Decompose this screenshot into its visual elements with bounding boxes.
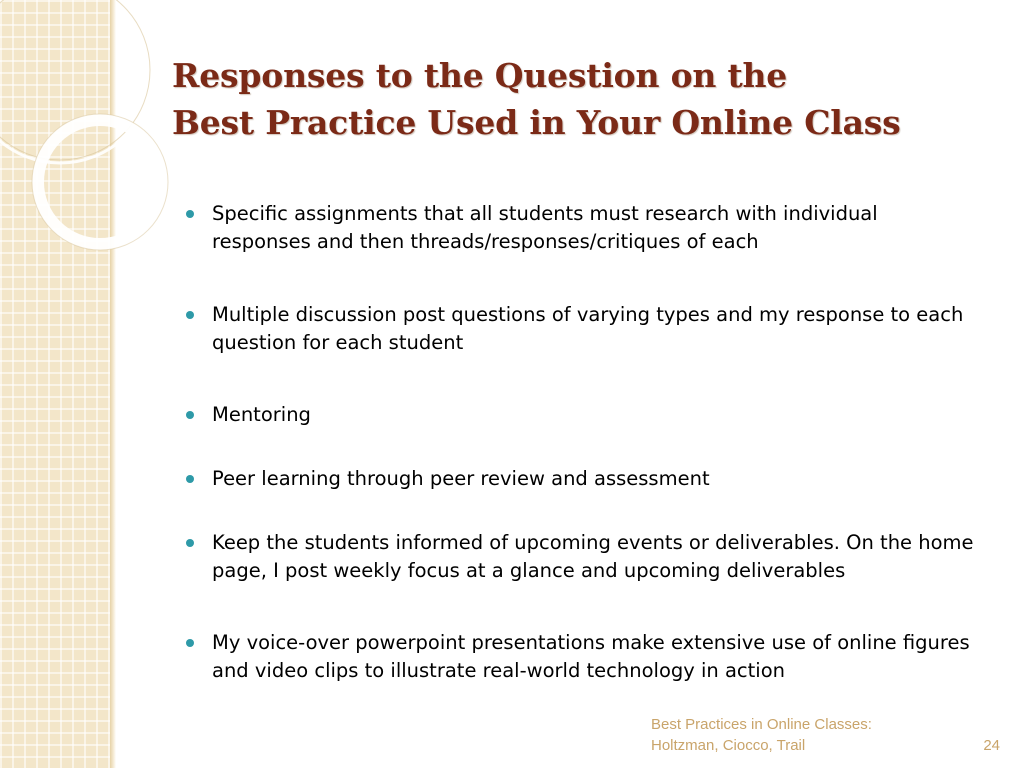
bullet-item (186, 629, 976, 685)
bullet-dot-icon (186, 311, 194, 319)
bullet-text: My voice-over powerpoint presentations make extensive use of online figures and video clips to illustrate real-world technology in action (212, 631, 970, 682)
bullet-item (186, 301, 976, 357)
page-number: 24 (983, 737, 1000, 754)
bullet-text: Keep the students informed of upcoming events or deliverables. On the home page, I post weekly focus at a glance and upcoming deliverables (212, 531, 974, 582)
title-line-1: Responses to the Question on the (172, 56, 788, 95)
bullet-text: Mentoring (212, 403, 311, 426)
footer-text (651, 714, 911, 756)
bullet-item (186, 465, 976, 493)
bullet-dot-icon (186, 639, 194, 647)
footer-line-1: Best Practices in Online Classes: (651, 716, 872, 733)
bullet-dot-icon (186, 411, 194, 419)
bullet-text: Multiple discussion post questions of varying types and my response to each question for each student (212, 303, 964, 354)
bullet-dot-icon (186, 210, 194, 218)
title-line-2: Best Practice Used in Your Online Class (172, 103, 901, 142)
bullet-dot-icon (186, 475, 194, 483)
bullet-dot-icon (186, 539, 194, 547)
bullet-text: Peer learning through peer review and assessment (212, 467, 710, 490)
decorative-rings (0, 0, 200, 260)
bullet-list (186, 200, 976, 685)
bullet-item (186, 401, 976, 429)
bullet-text: Specific assignments that all students must research with individual responses and then threads/responses/critiques of each (212, 202, 878, 253)
bullet-item (186, 529, 976, 585)
bullet-item (186, 200, 976, 256)
footer-line-2: Holtzman, Ciocco, Trail (651, 737, 806, 754)
slide-title (172, 52, 992, 146)
